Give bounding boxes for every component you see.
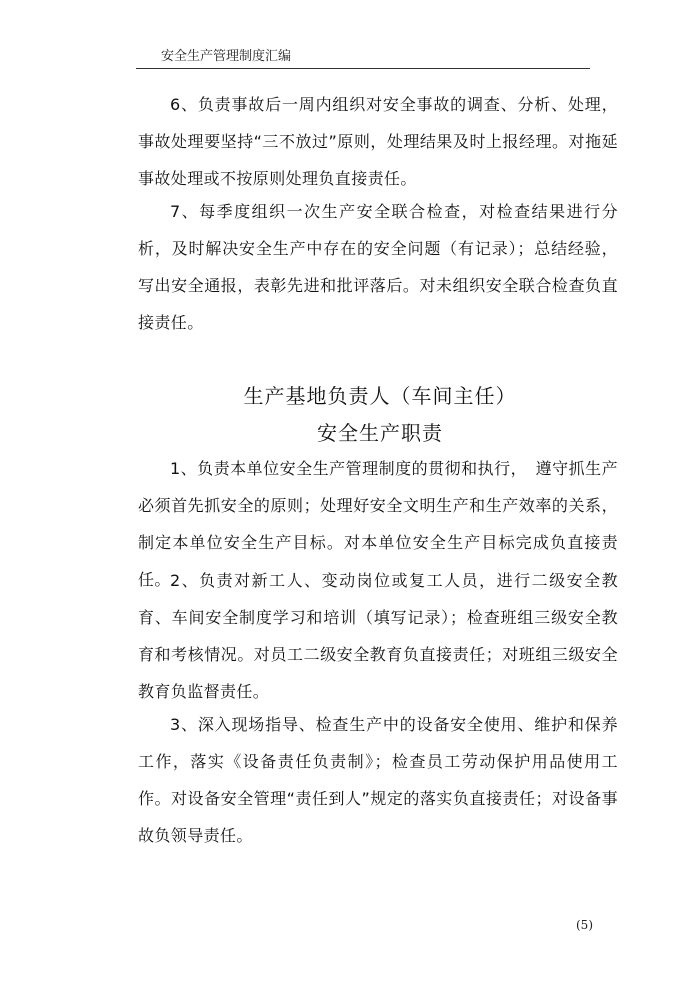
paragraph-item-7: 7、每季度组织一次生产安全联合检查，对检查结果进行分析，及时解决安全生产中存在的安全问题（有记录）；总结经验，写出安全通报，表彰先进和批评落后。对未组织安全联合检查负直接责任。: [138, 202, 618, 332]
page-number: (5): [576, 918, 593, 932]
running-header-title: 安全生产管理制度汇编: [161, 49, 292, 64]
paragraph-duty-3: 3、深入现场指导、检查生产中的设备安全使用、维护和保养工作，落实《设备责任负责制》；检查员工劳动保护用品使用工作。对设备安全管理“责任到人”规定的落实负直接责任；对设备事故负领导责任。: [138, 715, 618, 845]
paragraph-duty-1: 1、负责本单位安全生产管理制度的贯彻和执行， 遵守抓生产必须首先抓安全的原则；处理好安全文明生产和生产效率的关系，制定本单位安全生产目标。对本单位安全生产目标完成负直接责任。: [138, 459, 618, 589]
section-title-line2: 安全生产职责: [317, 421, 443, 445]
section-title-line1: 生产基地负责人（车间主任）: [243, 384, 517, 408]
header-divider: [136, 68, 590, 69]
paragraph-duty-2: 2、负责对新工人、变动岗位或复工人员，进行二级安全教育、车间安全制度学习和培训（填写记录）；检查班组三级安全教育和考核情况。对员工二级安全教育负直接责任；对班组三级安全教育负监督责任。: [138, 571, 618, 701]
paragraph-item-6: 6、负责事故后一周内组织对安全事故的调查、分析、处理，事故处理要坚持“三不放过”原则，处理结果及时上报经理。对拖延事故处理或不按原则处理负直接责任。: [138, 95, 618, 188]
